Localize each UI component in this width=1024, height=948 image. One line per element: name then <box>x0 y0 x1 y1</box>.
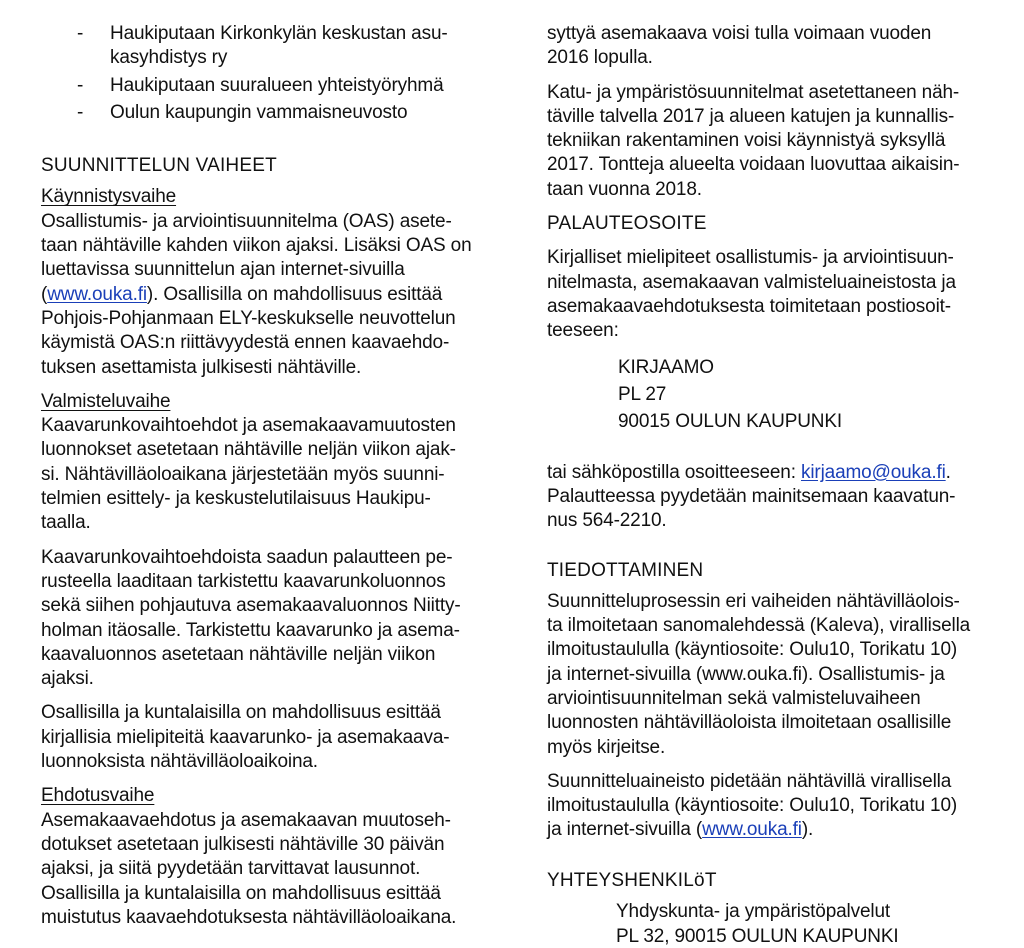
dash-bullet: - <box>77 74 84 96</box>
list-item <box>41 101 506 125</box>
start-phase-title: Käynnistysvaihe <box>41 186 177 208</box>
dash-bullet: - <box>77 23 84 44</box>
list-item <box>41 74 506 98</box>
list-item <box>41 22 506 71</box>
contact-block <box>547 899 1007 948</box>
email-link[interactable]: kirjaamo@ouka.fi <box>800 461 946 483</box>
start-phase-text <box>41 210 506 380</box>
prep-phase-paragraph: Osallisilla ja kuntalaisilla on mahdollisuus esittää kirjallisia mielipiteitä kaavarunko- ja asemakaava- luonnoksista nähtävilläoloaikoina. <box>41 702 450 773</box>
left-column <box>41 22 506 930</box>
prep-phase-paragraph: Kaavarunkovaihtoehdot ja asemakaavamuutosten luonnokset asetetaan nähtäville neljän viikon ajak- si. Nähtävilläoloaikana järjestetään myös suunni- telmien esittely- ja keskustelutilaisuus Haukipu- taalla. <box>41 415 456 534</box>
ouka-website-link[interactable]: www.ouka.fi <box>702 819 802 841</box>
postal-address <box>547 354 1007 435</box>
info-text-after: ). <box>801 819 814 841</box>
participant-text: Haukiputaan Kirkonkylän keskustan asu- kasyhdistys ry <box>110 23 448 69</box>
right-column <box>547 22 1007 948</box>
info-text-before: Suunnitteluaineisto pidetään nähtävillä virallisella ilmoitustaululla (käyntiosoite: Oulu10, Torikatu 10) ja internet-sivuilla ( <box>547 770 958 841</box>
prep-phase-paragraph: Kaavarunkovaihtoehdoista saadun palautteen pe- rusteella laaditaan tarkistettu kaavarunkoluonnos sekä siihen pohjautuva asemakaavaluonnos Niitty- holman itäosalle. Tarkistettu kaavarunko ja asema- kaavaluonnos asetetaan nähtäville neljän viikon ajaksi. <box>41 546 461 690</box>
info-paragraph: Suunnitteluprosessin eri vaiheiden nähtävilläolois- ta ilmoitetaan sanomalehdessä (Kaleva), virallisella ilmoitustaululla (käyntiosoite: Oulu10, Torikatu 10) ja internet-sivuilla (www.ouka.fi). Osallistumis- ja arviointisuunnitelman sekä valmisteluvaiheen luonnosten nähtävilläoloista ilmoitetaan osallisille myös kirjeitse. <box>547 590 971 758</box>
contacts-heading: YHTEYSHENKILöT <box>547 869 717 891</box>
ouka-website-link[interactable]: www.ouka.fi <box>47 283 147 305</box>
dash-bullet: - <box>77 101 84 123</box>
address-line: 90015 OULUN KAUPUNKI <box>618 410 843 432</box>
participants-list <box>41 22 506 125</box>
email-prefix: tai sähköpostilla osoitteeseen: <box>547 461 801 483</box>
feedback-heading: PALAUTEOSOITE <box>547 213 707 235</box>
info-paragraph <box>547 770 1007 843</box>
participant-text: Haukiputaan suuralueen yhteistyöryhmä <box>110 74 444 96</box>
email-paragraph <box>547 461 1007 534</box>
schedule-paragraph: syttyä asemakaava voisi tulla voimaan vuoden 2016 lopulla. <box>547 23 932 69</box>
address-line: KIRJAAMO <box>618 356 714 378</box>
proposal-phase-text: Asemakaavaehdotus ja asemakaavan muutoseh- dotukset asetetaan julkisesti nähtäville 30 päivän ajaksi, ja siitä pyydetään tarvittavat lausunnot. Osallisilla ja kuntalaisilla on mahdollisuus esittää muistutus kaavaehdotuksesta nähtävilläoloaikana. <box>41 809 457 928</box>
schedule-paragraph: Katu- ja ympäristösuunnitelmat asetettaneen näh- täville talvella 2017 ja alueen katujen ja kunnallis- tekniikan rakentaminen voisi käynnistyä syksyllä 2017. Tontteja alueelta voidaan luovuttaa aikaisin- taan vuonna 2018. <box>547 81 960 200</box>
contact-line: PL 32, 90015 OULUN KAUPUNKI <box>616 926 899 948</box>
info-heading: TIEDOTTAMINEN <box>547 560 704 582</box>
proposal-phase-title: Ehdotusvaihe <box>41 785 155 807</box>
phases-heading: SUUNNITTELUN VAIHEET <box>41 155 277 177</box>
address-line: PL 27 <box>618 383 667 405</box>
prep-phase-title: Valmisteluvaihe <box>41 390 171 412</box>
start-phase-text-before: Osallistumis- ja arviointisuunnitelma (OAS) asete- taan nähtäville kahden viikon ajaksi. Lisäksi OAS on luettavissa suunnittelun ajan internet-sivuilla ( <box>41 210 472 305</box>
contact-line: Yhdyskunta- ja ympäristöpalvelut <box>616 901 891 923</box>
feedback-text: Kirjalliset mielipiteet osallistumis- ja arviointisuun- nitelmasta, asemakaavan valmisteluaineistosta ja asemakaavaehdotuksesta toimitetaan postiosoit- teeseen: <box>547 247 956 342</box>
participant-text: Oulun kaupungin vammaisneuvosto <box>110 101 408 123</box>
email-suffix: . Palautteessa pyydetään mainitsemaan kaavatun- nus 564-2210. <box>547 461 956 532</box>
start-phase-text-after: ). Osallisilla on mahdollisuus esittää Pohjois-Pohjanmaan ELY-keskukselle neuvottelun käymistä OAS:n riittävyydestä ennen kaavaehdo- tuksen asettamista julkisesti nähtäville. <box>41 283 456 378</box>
